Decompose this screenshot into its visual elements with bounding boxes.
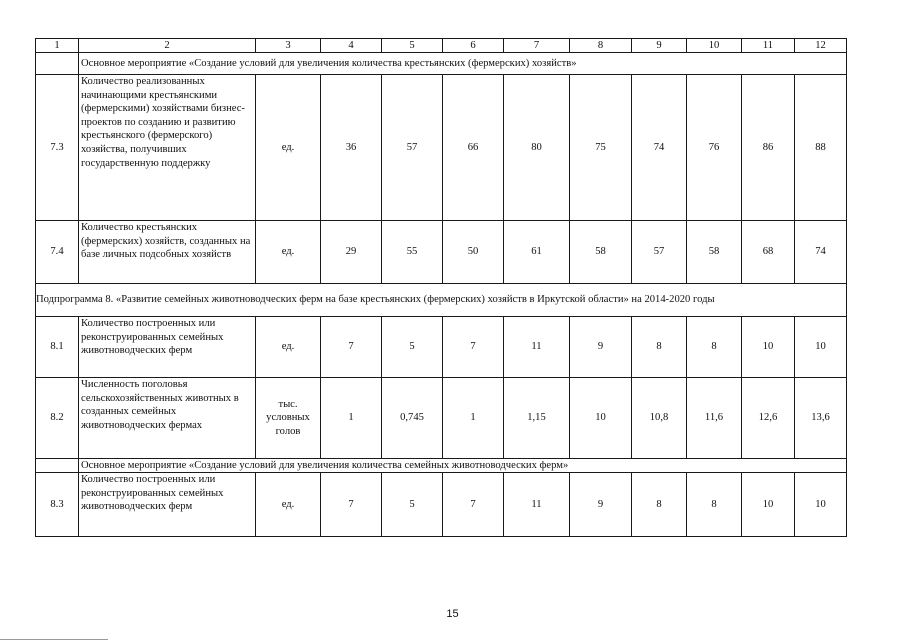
table-row: [36, 473, 847, 537]
section-row: [36, 459, 847, 473]
unit-cell: ед.: [256, 317, 321, 378]
value-cell: 10: [742, 473, 795, 537]
value-cell: 68: [742, 221, 795, 284]
row-number: 8.3: [36, 473, 79, 537]
value-cell: 7: [443, 317, 504, 378]
header-cell: 1: [36, 39, 79, 53]
empty-cell: [36, 459, 79, 473]
value-cell: 58: [687, 221, 742, 284]
table-row: [36, 378, 847, 459]
value-cell: 29: [321, 221, 382, 284]
value-cell: 36: [321, 75, 382, 221]
empty-cell: [36, 53, 79, 75]
value-cell: 74: [632, 75, 687, 221]
header-cell: 8: [570, 39, 632, 53]
value-cell: 74: [795, 221, 847, 284]
value-cell: 8: [632, 317, 687, 378]
value-cell: 1: [321, 378, 382, 459]
value-cell: 8: [632, 473, 687, 537]
table-row: [36, 317, 847, 378]
value-cell: 80: [504, 75, 570, 221]
indicators-table: [35, 38, 847, 537]
section-title: Основное мероприятие «Создание условий для увеличения количества семейных животноводческих ферм»: [79, 459, 847, 473]
value-cell: 8: [687, 317, 742, 378]
value-cell: 57: [382, 75, 443, 221]
header-cell: 5: [382, 39, 443, 53]
subprogram-title: Подпрограмма 8. «Развитие семейных животноводческих ферм на базе крестьянских (фермерских) хозяйств в Иркутской области» на 2014-2020 годы: [36, 284, 847, 317]
value-cell: 1: [443, 378, 504, 459]
value-cell: 11: [504, 473, 570, 537]
value-cell: 50: [443, 221, 504, 284]
header-cell: 7: [504, 39, 570, 53]
page-number: 15: [446, 608, 459, 620]
indicator-name: Количество построенных или реконструированных семейных животноводческих ферм: [79, 473, 256, 537]
value-cell: 10: [795, 473, 847, 537]
table-row: [36, 221, 847, 284]
value-cell: 55: [382, 221, 443, 284]
value-cell: 11,6: [687, 378, 742, 459]
value-cell: 10,8: [632, 378, 687, 459]
section-row: [36, 53, 847, 75]
indicator-name: Количество крестьянских (фермерских) хозяйств, созданных на базе личных подсобных хозяйств: [79, 221, 256, 284]
header-cell: 4: [321, 39, 382, 53]
section-title: Основное мероприятие «Создание условий для увеличения количества крестьянских (фермерских) хозяйств»: [79, 53, 847, 75]
value-cell: 10: [795, 317, 847, 378]
value-cell: 75: [570, 75, 632, 221]
indicator-name: Количество построенных или реконструированных семейных животноводческих ферм: [79, 317, 256, 378]
unit-cell: ед.: [256, 473, 321, 537]
value-cell: 9: [570, 317, 632, 378]
header-cell: 3: [256, 39, 321, 53]
unit-cell: тыс. условных голов: [256, 378, 321, 459]
value-cell: 7: [443, 473, 504, 537]
value-cell: 66: [443, 75, 504, 221]
value-cell: 61: [504, 221, 570, 284]
value-cell: 10: [742, 317, 795, 378]
value-cell: 7: [321, 317, 382, 378]
value-cell: 86: [742, 75, 795, 221]
row-number: 8.2: [36, 378, 79, 459]
header-cell: 9: [632, 39, 687, 53]
value-cell: 5: [382, 473, 443, 537]
value-cell: 76: [687, 75, 742, 221]
value-cell: 12,6: [742, 378, 795, 459]
value-cell: 1,15: [504, 378, 570, 459]
value-cell: 88: [795, 75, 847, 221]
header-cell: 12: [795, 39, 847, 53]
value-cell: 11: [504, 317, 570, 378]
header-cell: 2: [79, 39, 256, 53]
value-cell: 10: [570, 378, 632, 459]
value-cell: 5: [382, 317, 443, 378]
value-cell: 0,745: [382, 378, 443, 459]
value-cell: 58: [570, 221, 632, 284]
value-cell: 7: [321, 473, 382, 537]
header-cell: 11: [742, 39, 795, 53]
subprogram-row: [36, 284, 847, 317]
indicator-name: Количество реализованных начинающими крестьянскими (фермерскими) хозяйствами бизнес-проектов по созданию и развитию крестьянского (фермерского) хозяйства, получивших государственную поддержку: [79, 75, 256, 221]
header-cell: 10: [687, 39, 742, 53]
value-cell: 9: [570, 473, 632, 537]
row-number: 7.4: [36, 221, 79, 284]
indicator-name: Численность поголовья сельскохозяйственных животных в созданных семейных животноводческих фермах: [79, 378, 256, 459]
unit-cell: ед.: [256, 75, 321, 221]
unit-cell: ед.: [256, 221, 321, 284]
value-cell: 57: [632, 221, 687, 284]
header-row: [36, 39, 847, 53]
row-number: 7.3: [36, 75, 79, 221]
value-cell: 8: [687, 473, 742, 537]
value-cell: 13,6: [795, 378, 847, 459]
header-cell: 6: [443, 39, 504, 53]
row-number: 8.1: [36, 317, 79, 378]
table-row: [36, 75, 847, 221]
